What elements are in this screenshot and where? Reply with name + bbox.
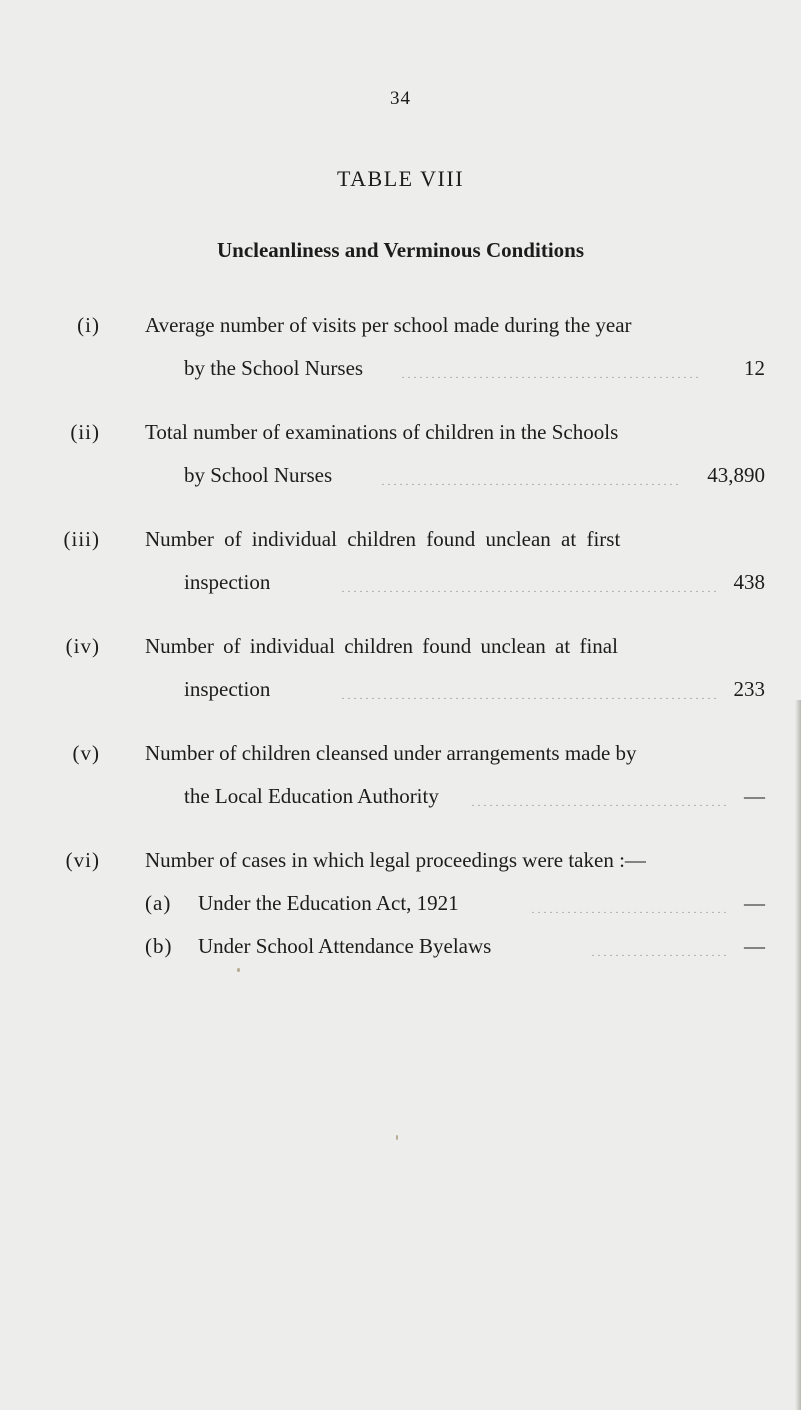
page-number: 34 [390, 88, 411, 109]
leader-dots [470, 804, 730, 806]
page-edge-shadow [795, 700, 801, 1410]
item-text-line2: inspection [184, 570, 271, 594]
table-title: TABLE VIII [336, 166, 465, 191]
sub-item [145, 891, 459, 916]
sub-item-text: Under the Education Act, 1921 [198, 891, 459, 915]
sub-item-label: (b) [145, 934, 173, 958]
leader-dots [340, 697, 720, 699]
item-value: — [744, 784, 765, 808]
item-value: — [744, 934, 765, 958]
sub-item-text: Under School Attendance Byelaws [198, 934, 492, 958]
sub-item-label: (a) [145, 891, 172, 915]
leader-dots [530, 911, 730, 913]
item-value: 12 [744, 356, 765, 380]
item-value: — [744, 891, 765, 915]
item-number: (v) [72, 741, 100, 765]
item-text-line2: by School Nurses [184, 463, 333, 487]
item-text-line1: Total number of examinations of children in the Schools [145, 420, 619, 444]
leader-dots [340, 590, 720, 592]
leader-dots [590, 954, 730, 956]
item-text-line2: inspection [184, 677, 271, 701]
item-text-line1: Number of children cleansed under arrangements made by [145, 741, 637, 765]
item-text-line1: Average number of visits per school made during the year [145, 313, 632, 337]
paper-speck [237, 968, 240, 972]
item-text-line2: by the School Nurses [184, 356, 364, 380]
leader-dots [400, 376, 700, 378]
item-text-line2: the Local Education Authority [184, 784, 439, 808]
item-number: (iv) [65, 634, 100, 658]
item-value: 233 [733, 677, 765, 701]
paper-speck [396, 1135, 398, 1140]
item-value: 43,890 [707, 463, 765, 487]
item-number: (i) [77, 313, 100, 337]
item-value: 438 [733, 570, 765, 594]
item-number: (vi) [65, 848, 100, 872]
leader-dots [380, 483, 680, 485]
item-number: (iii) [63, 527, 100, 551]
item-text-line1: Number of individual children found unclean at final [145, 634, 618, 658]
table-subtitle: Uncleanliness and Verminous Conditions [216, 238, 585, 262]
item-text-line1: Number of individual children found unclean at first [145, 527, 621, 551]
item-number: (ii) [70, 420, 100, 444]
sub-item [145, 934, 491, 959]
item-text-line1: Number of cases in which legal proceedings were taken :— [145, 848, 646, 872]
